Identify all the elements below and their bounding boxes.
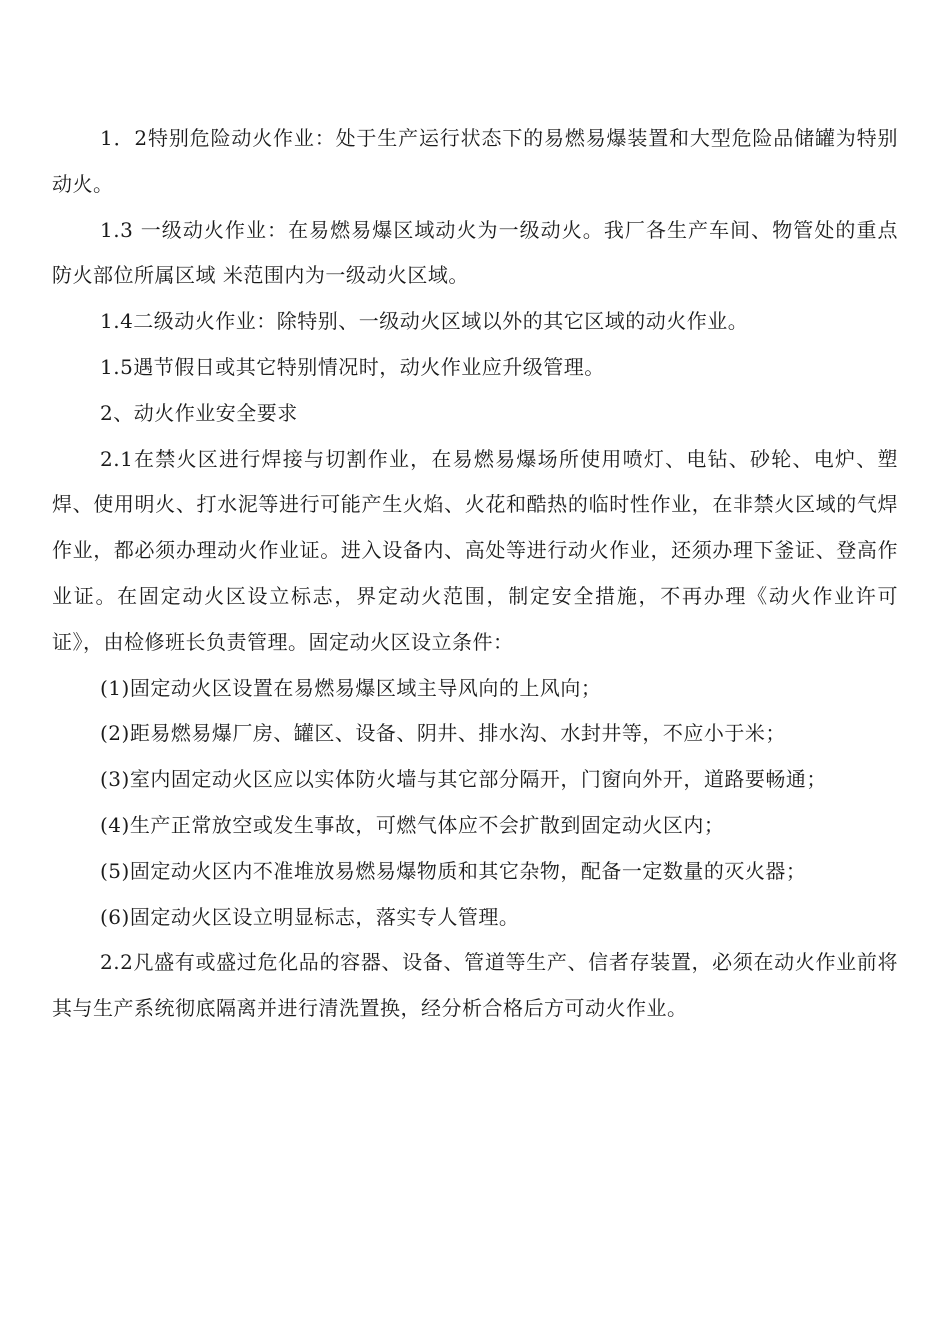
- paragraph-1-3-first-level-hot-work: 1.3 一级动火作业：在易燃易爆区域动火为一级动火。我厂各生产车间、物管处的重点防火部位所属区域 米范围内为一级动火区域。: [52, 217, 898, 288]
- condition-item-1: (1)固定动火区设置在易燃易爆区域主导风向的上风向；: [100, 675, 602, 700]
- condition-item-6: (6)固定动火区设立明显标志，落实专人管理。: [100, 904, 520, 929]
- condition-item-4: (4)生产正常放空或发生事故，可燃气体应不会扩散到固定动火区内；: [100, 812, 725, 837]
- condition-item-5: (5)固定动火区内不准堆放易燃易爆物质和其它杂物，配备一定数量的灭火器；: [100, 858, 807, 883]
- paragraph-2-1-welding-cutting: 2.1在禁火区进行焊接与切割作业，在易燃易爆场所使用喷灯、电钻、砂轮、电炉、塑焊、使用明火、打水泥等进行可能产生火焰、火花和酷热的临时性作业，在非禁火区域的气焊作业，都必须办理动火作业证。进入设备内、高处等进行动火作业，还须办理下釜证、登高作业证。在固定动火区设立标志，界定动火范围，制定安全措施，不再办理《动火作业许可证》，由检修班长负责管理。固定动火区设立条件：: [52, 446, 898, 654]
- document-body: [52, 116, 898, 1032]
- paragraph-1-5-holiday-upgrade: 1.5遇节假日或其它特别情况时，动火作业应升级管理。: [100, 354, 605, 379]
- paragraph-1-2-special-hot-work: 1．2特别危险动火作业：处于生产运行状态下的易燃易爆装置和大型危险品储罐为特别动火。: [52, 126, 898, 196]
- paragraph-1-4-second-level-hot-work: 1.4二级动火作业：除特别、一级动火区域以外的其它区域的动火作业。: [100, 309, 749, 334]
- condition-item-3: (3)室内固定动火区应以实体防火墙与其它部分隔开，门窗向外开，道路要畅通；: [100, 767, 827, 792]
- paragraph-2-2-container-isolation: 2.2凡盛有或盛过危化品的容器、设备、管道等生产、信者存装置，必须在动火作业前将其与生产系统彻底隔离并进行清洗置换，经分析合格后方可动火作业。: [52, 950, 898, 1021]
- section-heading-2-safety-requirements: 2、动火作业安全要求: [100, 400, 298, 425]
- condition-item-2: (2)距易燃易爆厂房、罐区、设备、阴井、排水沟、水封井等，不应小于米；: [100, 721, 786, 746]
